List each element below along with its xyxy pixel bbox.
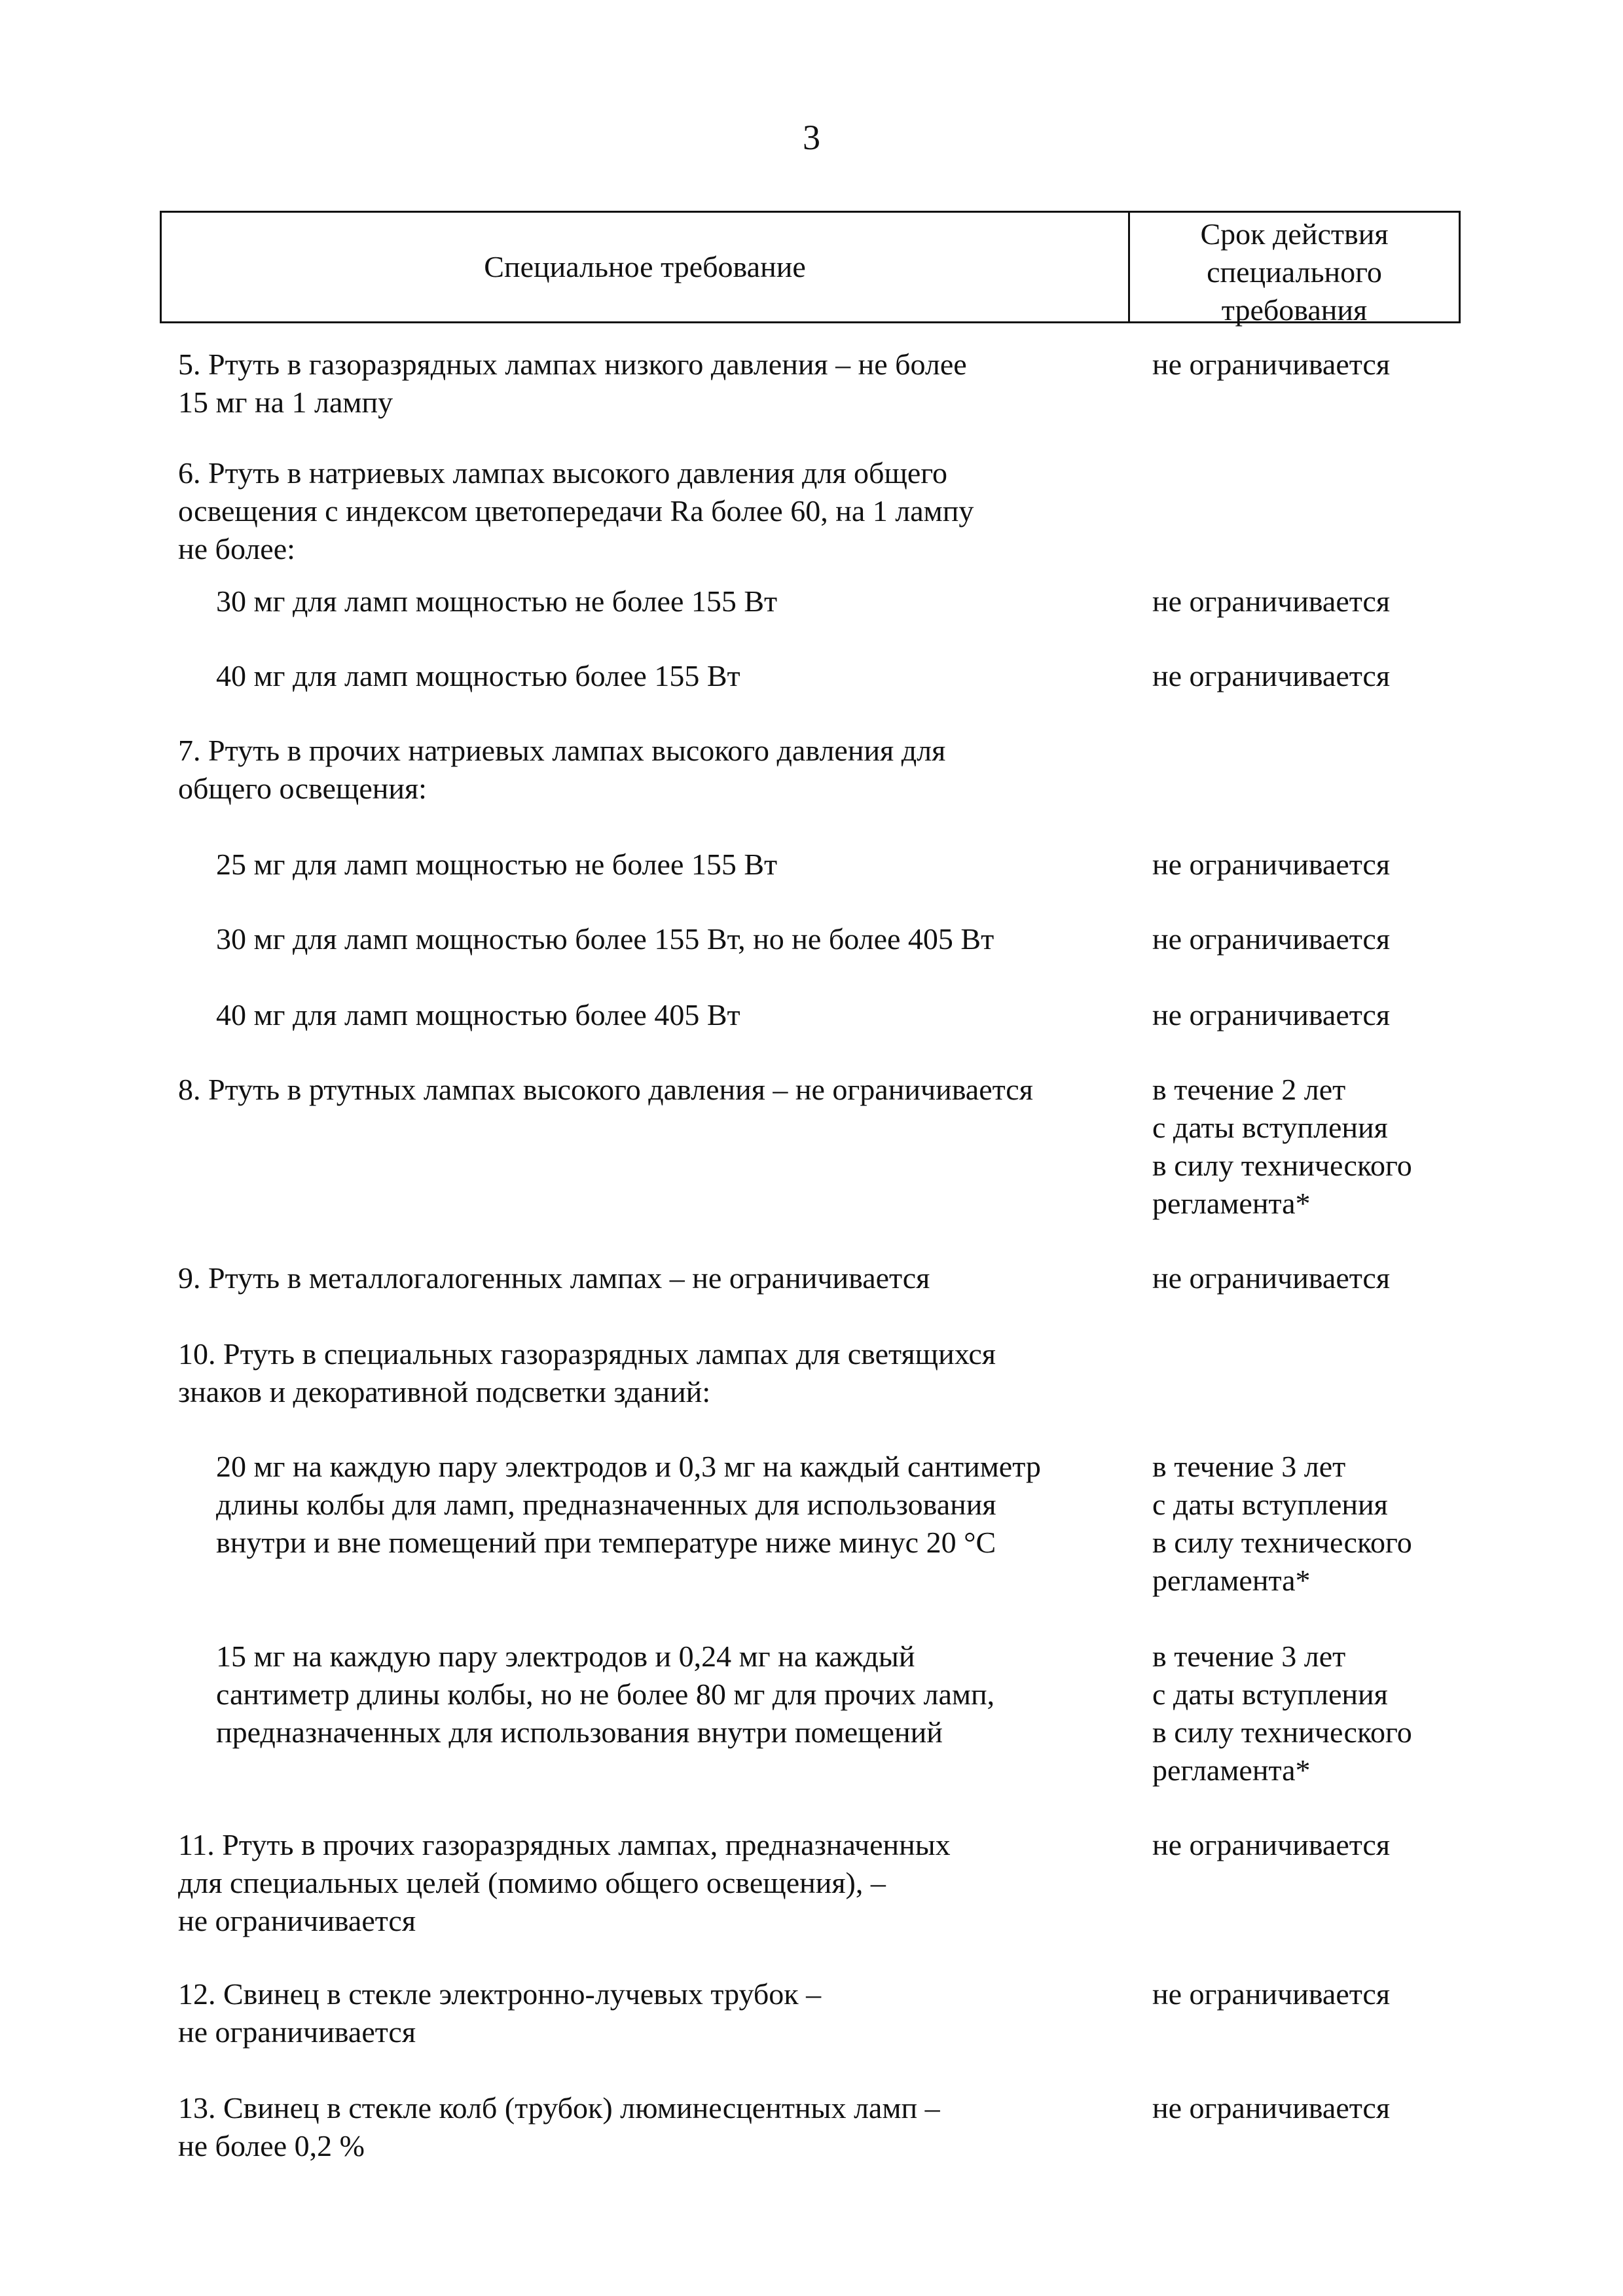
requirement-13: 13. Свинец в стекле колб (трубок) люминесцентных ламп – не более 0,2 % (178, 2091, 940, 2162)
requirement-7: 7. Ртуть в прочих натриевых лампах высокого давления для общего освещения: (178, 734, 946, 805)
term-9: не ограничивается (1152, 1261, 1390, 1295)
term-12: не ограничивается (1152, 1977, 1390, 2011)
term-13: не ограничивается (1152, 2091, 1390, 2125)
term-7-3: не ограничивается (1152, 998, 1390, 1031)
requirement-8: 8. Ртуть в ртутных лампах высокого давления – не ограничивается (178, 1073, 1033, 1106)
requirement-11: 11. Ртуть в прочих газоразрядных лампах, предназначенных для специальных целей (помимо общего освещения), – не ограничивается (178, 1828, 951, 1937)
page-number: 3 (803, 118, 820, 157)
requirement-7-3: 40 мг для ламп мощностью более 405 Вт (216, 998, 740, 1031)
table-header (160, 211, 1461, 327)
requirement-9: 9. Ртуть в металлогалогенных лампах – не ограничивается (178, 1261, 930, 1295)
term-6-1: не ограничивается (1152, 584, 1390, 618)
requirement-6: 6. Ртуть в натриевых лампах высокого давления для общего освещения с индексом цветопередачи Ra более 60, на 1 лампу не более: (178, 456, 974, 565)
requirement-10-2: 15 мг на каждую пару электродов и 0,24 мг на каждый сантиметр длины колбы, но не более 80 мг для прочих ламп, предназначенных для использования внутри помещений (216, 1640, 995, 1749)
term-7-2: не ограничивается (1152, 922, 1390, 956)
term-10-1: в течение 3 лет с даты вступления в силу технического регламента* (1152, 1450, 1412, 1597)
term-5: не ограничивается (1152, 348, 1390, 381)
term-7-1: не ограничивается (1152, 848, 1390, 881)
requirement-6-1: 30 мг для ламп мощностью не более 155 Вт (216, 584, 778, 618)
requirement-10-1: 20 мг на каждую пару электродов и 0,3 мг на каждый сантиметр длины колбы для ламп, предназначенных для использования внутри и вне помещений при температуре ниже минус 20 °С (216, 1450, 1041, 1559)
term-10-2: в течение 3 лет с даты вступления в силу технического регламента* (1152, 1640, 1412, 1787)
requirement-12: 12. Свинец в стекле электронно-лучевых трубок – не ограничивается (178, 1977, 822, 2049)
requirement-6-2: 40 мг для ламп мощностью более 155 Вт (216, 659, 740, 692)
header-requirement: Специальное требование (484, 250, 806, 283)
term-11: не ограничивается (1152, 1828, 1390, 1861)
header-term: Срок действия специального требования (1200, 217, 1389, 327)
requirement-10: 10. Ртуть в специальных газоразрядных лампах для светящихся знаков и декоративной подсветки зданий: (178, 1337, 996, 1408)
requirement-7-1: 25 мг для ламп мощностью не более 155 Вт (216, 848, 778, 881)
requirement-7-2: 30 мг для ламп мощностью более 155 Вт, но не более 405 Вт (216, 922, 994, 956)
term-6-2: не ограничивается (1152, 659, 1390, 692)
term-8: в течение 2 лет с даты вступления в силу технического регламента* (1152, 1073, 1412, 1220)
requirement-5: 5. Ртуть в газоразрядных лампах низкого давления – не более 15 мг на 1 лампу (178, 348, 967, 419)
